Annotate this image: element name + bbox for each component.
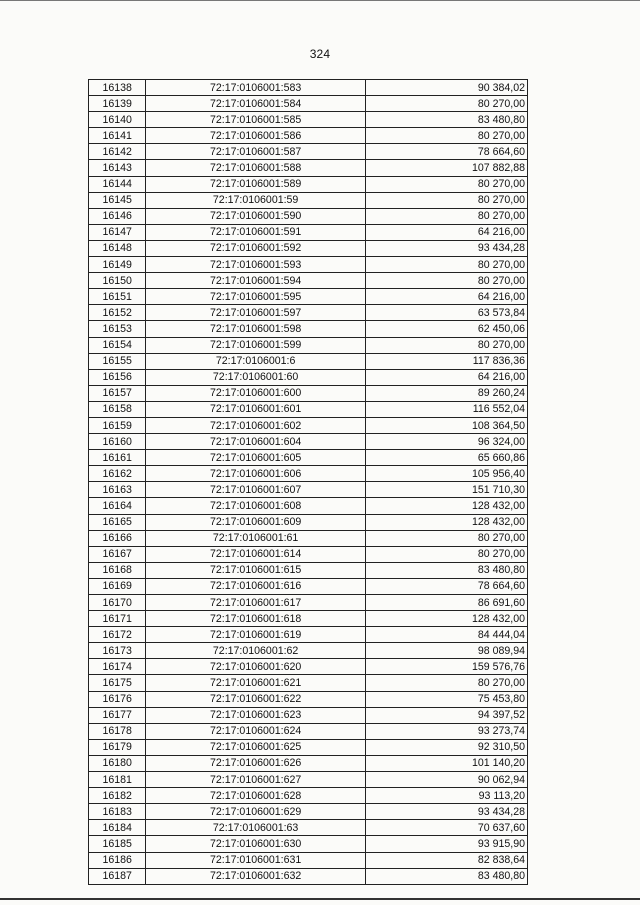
table-row [89,417,528,433]
row-number-cell: 16156 [89,369,146,385]
row-number-cell: 16158 [89,401,146,417]
row-number-cell: 16138 [89,80,146,96]
row-number-cell: 16148 [89,240,146,256]
cadastral-value-cell: 83 480,80 [365,112,527,128]
cadastral-value-cell: 80 270,00 [365,257,527,273]
cadastral-number-cell: 72:17:0106001:618 [146,611,366,627]
table-row [89,257,528,273]
row-number-cell: 16185 [89,836,146,852]
cadastral-number-cell: 72:17:0106001:631 [146,852,366,868]
cadastral-value-cell: 70 637,60 [365,820,527,836]
cadastral-value-cell: 82 838,64 [365,852,527,868]
row-number-cell: 16139 [89,96,146,112]
cadastral-value-cell: 80 270,00 [365,337,527,353]
cadastral-value-cell: 86 691,60 [365,595,527,611]
cadastral-number-cell: 72:17:0106001:6 [146,353,366,369]
cadastral-number-cell: 72:17:0106001:584 [146,96,366,112]
cadastral-value-cell: 64 216,00 [365,369,527,385]
cadastral-number-cell: 72:17:0106001:615 [146,562,366,578]
cadastral-value-cell: 65 660,86 [365,450,527,466]
cadastral-value-cell: 80 270,00 [365,273,527,289]
cadastral-value-cell: 80 270,00 [365,675,527,691]
cadastral-value-cell: 101 140,20 [365,755,527,771]
cadastral-number-cell: 72:17:0106001:599 [146,337,366,353]
cadastral-value-cell: 96 324,00 [365,434,527,450]
row-number-cell: 16167 [89,546,146,562]
table-row [89,595,528,611]
cadastral-value-cell: 64 216,00 [365,224,527,240]
table-row [89,852,528,868]
cadastral-number-cell: 72:17:0106001:630 [146,836,366,852]
cadastral-value-cell: 83 480,80 [365,562,527,578]
row-number-cell: 16180 [89,755,146,771]
table-row [89,868,528,884]
table-body [89,80,528,885]
cadastral-number-cell: 72:17:0106001:606 [146,466,366,482]
cadastral-number-cell: 72:17:0106001:602 [146,417,366,433]
table-row [89,321,528,337]
cadastral-number-cell: 72:17:0106001:609 [146,514,366,530]
cadastral-number-cell: 72:17:0106001:604 [146,434,366,450]
cadastral-value-cell: 159 576,76 [365,659,527,675]
row-number-cell: 16150 [89,273,146,289]
cadastral-value-cell: 83 480,80 [365,868,527,884]
cadastral-value-cell: 62 450,06 [365,321,527,337]
cadastral-number-cell: 72:17:0106001:626 [146,755,366,771]
cadastral-number-cell: 72:17:0106001:595 [146,289,366,305]
cadastral-number-cell: 72:17:0106001:592 [146,240,366,256]
cadastral-value-cell: 80 270,00 [365,530,527,546]
cadastral-number-cell: 72:17:0106001:583 [146,80,366,96]
row-number-cell: 16140 [89,112,146,128]
row-number-cell: 16149 [89,257,146,273]
cadastral-value-cell: 93 915,90 [365,836,527,852]
row-number-cell: 16142 [89,144,146,160]
table-row [89,305,528,321]
cadastral-number-cell: 72:17:0106001:623 [146,707,366,723]
row-number-cell: 16159 [89,417,146,433]
cadastral-value-cell: 80 270,00 [365,176,527,192]
table-row [89,482,528,498]
cadastral-number-cell: 72:17:0106001:594 [146,273,366,289]
cadastral-value-cell: 90 062,94 [365,772,527,788]
table-row [89,208,528,224]
cadastral-value-cell: 80 270,00 [365,192,527,208]
table-row [89,546,528,562]
cadastral-value-cell: 116 552,04 [365,401,527,417]
table-row [89,804,528,820]
table-row [89,466,528,482]
cadastral-value-cell: 80 270,00 [365,208,527,224]
cadastral-number-cell: 72:17:0106001:621 [146,675,366,691]
cadastral-value-cell: 105 956,40 [365,466,527,482]
cadastral-value-cell: 89 260,24 [365,385,527,401]
row-number-cell: 16144 [89,176,146,192]
cadastral-number-cell: 72:17:0106001:588 [146,160,366,176]
cadastral-number-cell: 72:17:0106001:632 [146,868,366,884]
row-number-cell: 16173 [89,643,146,659]
row-number-cell: 16187 [89,868,146,884]
row-number-cell: 16186 [89,852,146,868]
cadastral-number-cell: 72:17:0106001:591 [146,224,366,240]
table-row [89,627,528,643]
cadastral-value-cell: 80 270,00 [365,96,527,112]
row-number-cell: 16146 [89,208,146,224]
row-number-cell: 16175 [89,675,146,691]
row-number-cell: 16152 [89,305,146,321]
table-row [89,836,528,852]
table-row [89,160,528,176]
cadastral-number-cell: 72:17:0106001:622 [146,691,366,707]
table-row [89,353,528,369]
cadastral-value-cell: 90 384,02 [365,80,527,96]
cadastral-number-cell: 72:17:0106001:624 [146,723,366,739]
cadastral-number-cell: 72:17:0106001:589 [146,176,366,192]
cadastral-value-cell: 151 710,30 [365,482,527,498]
row-number-cell: 16182 [89,788,146,804]
cadastral-value-cell: 98 089,94 [365,643,527,659]
cadastral-value-cell: 93 434,28 [365,240,527,256]
row-number-cell: 16165 [89,514,146,530]
cadastral-number-cell: 72:17:0106001:605 [146,450,366,466]
cadastral-value-cell: 128 432,00 [365,498,527,514]
table-row [89,675,528,691]
row-number-cell: 16171 [89,611,146,627]
cadastral-number-cell: 72:17:0106001:63 [146,820,366,836]
row-number-cell: 16181 [89,772,146,788]
cadastral-number-cell: 72:17:0106001:587 [146,144,366,160]
table-row [89,739,528,755]
row-number-cell: 16178 [89,723,146,739]
row-number-cell: 16161 [89,450,146,466]
cadastral-number-cell: 72:17:0106001:60 [146,369,366,385]
cadastral-value-cell: 75 453,80 [365,691,527,707]
cadastral-number-cell: 72:17:0106001:600 [146,385,366,401]
table-row [89,611,528,627]
table-row [89,369,528,385]
cadastral-number-cell: 72:17:0106001:617 [146,595,366,611]
row-number-cell: 16172 [89,627,146,643]
table-row [89,128,528,144]
cadastral-number-cell: 72:17:0106001:619 [146,627,366,643]
cadastral-number-cell: 72:17:0106001:593 [146,257,366,273]
cadastral-number-cell: 72:17:0106001:59 [146,192,366,208]
cadastral-value-cell: 84 444,04 [365,627,527,643]
row-number-cell: 16151 [89,289,146,305]
cadastral-number-cell: 72:17:0106001:608 [146,498,366,514]
table-row [89,176,528,192]
row-number-cell: 16179 [89,739,146,755]
cadastral-number-cell: 72:17:0106001:614 [146,546,366,562]
scan-top-edge [0,0,640,1]
row-number-cell: 16163 [89,482,146,498]
row-number-cell: 16147 [89,224,146,240]
table-row [89,434,528,450]
cadastral-value-cell: 78 664,60 [365,578,527,594]
table-row [89,788,528,804]
table-row [89,562,528,578]
table-row [89,450,528,466]
table-row [89,578,528,594]
row-number-cell: 16169 [89,578,146,594]
cadastral-number-cell: 72:17:0106001:586 [146,128,366,144]
cadastral-value-cell: 128 432,00 [365,611,527,627]
cadastral-value-cell: 93 434,28 [365,804,527,820]
table-row [89,289,528,305]
row-number-cell: 16143 [89,160,146,176]
table-row [89,820,528,836]
row-number-cell: 16168 [89,562,146,578]
cadastral-value-cell: 80 270,00 [365,128,527,144]
cadastral-number-cell: 72:17:0106001:601 [146,401,366,417]
table-row [89,273,528,289]
cadastral-number-cell: 72:17:0106001:62 [146,643,366,659]
row-number-cell: 16157 [89,385,146,401]
page-number: 324 [309,47,331,61]
cadastral-number-cell: 72:17:0106001:625 [146,739,366,755]
cadastral-number-cell: 72:17:0106001:629 [146,804,366,820]
cadastral-number-cell: 72:17:0106001:620 [146,659,366,675]
cadastral-value-cell: 80 270,00 [365,546,527,562]
cadastral-value-cell: 78 664,60 [365,144,527,160]
table-row [89,691,528,707]
row-number-cell: 16183 [89,804,146,820]
row-number-cell: 16145 [89,192,146,208]
row-number-cell: 16176 [89,691,146,707]
cadastral-value-cell: 128 432,00 [365,514,527,530]
row-number-cell: 16164 [89,498,146,514]
table-row [89,401,528,417]
table-row [89,337,528,353]
row-number-cell: 16141 [89,128,146,144]
cadastral-number-cell: 72:17:0106001:628 [146,788,366,804]
cadastral-value-cell: 108 364,50 [365,417,527,433]
row-number-cell: 16154 [89,337,146,353]
cadastral-value-cell: 94 397,52 [365,707,527,723]
table-row [89,144,528,160]
cadastral-number-cell: 72:17:0106001:616 [146,578,366,594]
cadastral-value-cell: 93 273,74 [365,723,527,739]
table-row [89,723,528,739]
cadastral-value-cell: 92 310,50 [365,739,527,755]
table-row [89,385,528,401]
cadastral-value-cell: 117 836,36 [365,353,527,369]
cadastral-number-cell: 72:17:0106001:598 [146,321,366,337]
row-number-cell: 16174 [89,659,146,675]
row-number-cell: 16160 [89,434,146,450]
cadastral-number-cell: 72:17:0106001:627 [146,772,366,788]
table-row [89,112,528,128]
row-number-cell: 16153 [89,321,146,337]
table-row [89,707,528,723]
cadastral-value-cell: 107 882,88 [365,160,527,176]
cadastral-value-cell: 64 216,00 [365,289,527,305]
table-row [89,192,528,208]
cadastral-value-cell: 93 113,20 [365,788,527,804]
table-row [89,80,528,96]
row-number-cell: 16166 [89,530,146,546]
table-row [89,96,528,112]
cadastral-number-cell: 72:17:0106001:585 [146,112,366,128]
row-number-cell: 16155 [89,353,146,369]
table-row [89,530,528,546]
row-number-cell: 16177 [89,707,146,723]
row-number-cell: 16162 [89,466,146,482]
cadastral-value-cell: 63 573,84 [365,305,527,321]
cadastral-number-cell: 72:17:0106001:607 [146,482,366,498]
table-row [89,240,528,256]
cadastral-number-cell: 72:17:0106001:590 [146,208,366,224]
cadastral-number-cell: 72:17:0106001:61 [146,530,366,546]
table-row [89,755,528,771]
table-row [89,772,528,788]
row-number-cell: 16170 [89,595,146,611]
table-row [89,514,528,530]
cadastral-number-cell: 72:17:0106001:597 [146,305,366,321]
row-number-cell: 16184 [89,820,146,836]
table-row [89,224,528,240]
scan-bottom-edge [0,898,640,900]
cadastral-value-table [88,79,528,885]
table-row [89,498,528,514]
table-row [89,659,528,675]
table-row [89,643,528,659]
